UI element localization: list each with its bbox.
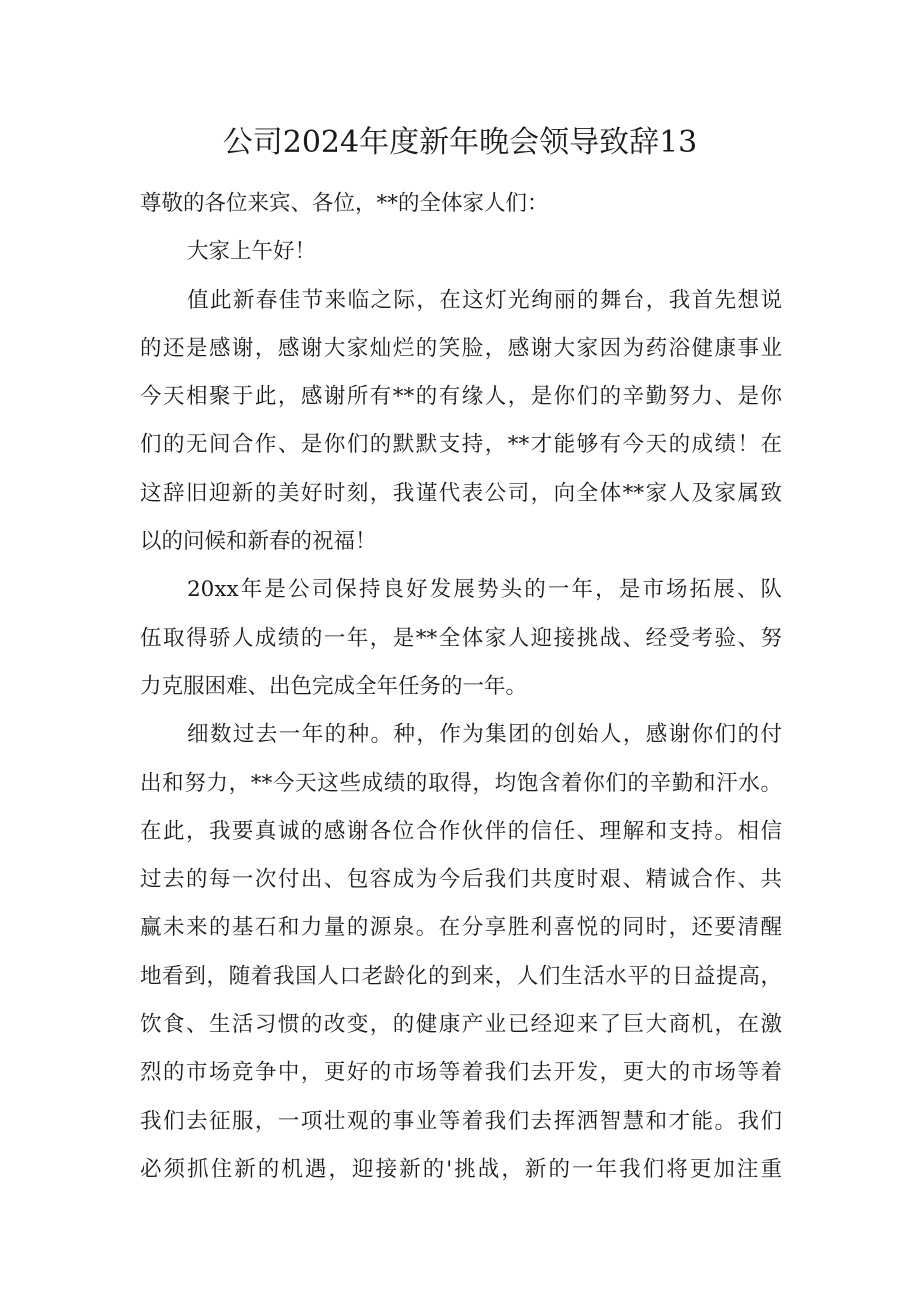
paragraph-2-line: 20xx年是公司保持良好发展势头的一年，是市场拓展、队 [187, 577, 782, 603]
greeting-line: 大家上午好！ [187, 239, 317, 265]
paragraph-1-line: 这辞旧迎新的美好时刻，我谨代表公司，向全体**家人及家属致 [140, 480, 782, 506]
paragraph-3-line: 赢未来的基石和力量的源泉。在分享胜利喜悦的同时，还要清醒 [140, 915, 782, 941]
paragraph-3-line: 过去的每一次付出、包容成为今后我们共度时艰、精诚合作、共 [140, 867, 782, 893]
paragraph-1-line: 的还是感谢，感谢大家灿烂的笑脸，感谢大家因为药浴健康事业 [140, 335, 782, 361]
paragraph-3-line: 必须抓住新的机遇，迎接新的'挑战，新的一年我们将更加注重 [140, 1156, 782, 1182]
paragraph-3-line: 细数过去一年的种。种，作为集团的创始人，感谢你们的付 [187, 722, 782, 748]
paragraph-3-line: 地看到，随着我国人口老龄化的到来，人们生活水平的日益提高， [140, 963, 782, 989]
paragraph-2-line: 伍取得骄人成绩的一年，是**全体家人迎接挑战、经受考验、努 [140, 625, 782, 651]
salutation-line: 尊敬的各位来宾、各位，**的全体家人们： [140, 191, 549, 216]
paragraph-3-line: 饮食、生活习惯的改变，的健康产业已经迎来了巨大商机，在激 [140, 1012, 782, 1038]
paragraph-1-line: 今天相聚于此，感谢所有**的有缘人，是你们的辛勤努力、是你 [140, 384, 782, 410]
paragraph-3-line: 烈的市场竞争中，更好的市场等着我们去开发，更大的市场等着 [140, 1060, 782, 1086]
paragraph-1-line: 以的问候和新春的祝福！ [140, 529, 377, 555]
paragraph-1-line: 们的无间合作、是你们的默默支持，**才能够有今天的成绩！在 [140, 432, 782, 458]
paragraph-3-line: 在此，我要真诚的感谢各位合作伙伴的信任、理解和支持。相信 [140, 818, 782, 844]
paragraph-3-line: 出和努力，**今天这些成绩的取得，均饱含着你们的辛勤和汗水。 [140, 770, 782, 796]
document-title: 公司2024年度新年晚会领导致辞13 [222, 125, 698, 160]
document-body [140, 180, 782, 1194]
paragraph-2-line: 力克服困难、出色完成全年任务的一年。 [140, 673, 528, 699]
paragraph-3-line: 我们去征服，一项壮观的事业等着我们去挥洒智慧和才能。我们 [140, 1108, 782, 1134]
paragraph-1-line: 值此新春佳节来临之际，在这灯光绚丽的舞台，我首先想说 [187, 287, 782, 313]
